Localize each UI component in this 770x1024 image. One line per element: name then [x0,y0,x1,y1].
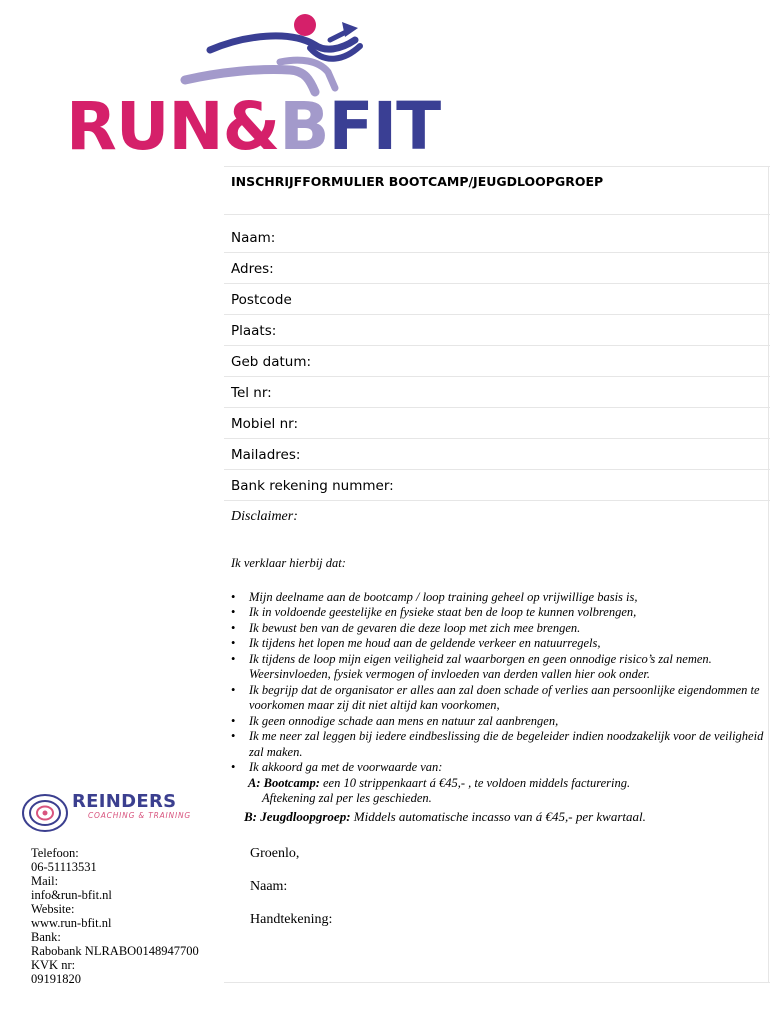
sponsor-name: REINDERS [72,791,177,812]
bullet-icon: • [231,589,236,604]
list-item [230,652,765,683]
list-item [230,729,765,760]
form-border-bottom [224,982,770,983]
list-item [230,683,765,714]
list-item [230,605,765,621]
option-a-text: een 10 strippenkaart á €45,- , te voldoen middels facturering. [319,775,631,790]
list-item-text: Ik in voldoende geestelijke en fysieke staat ben de loop te kunnen volbrengen, [249,605,637,619]
list-item-text: Ik tijdens het lopen me houd aan de geldende verkeer en natuurregels, [249,636,601,650]
option-b-label: B: Jeugdloopgroep: [244,808,351,824]
bullet-icon: • [231,620,236,635]
list-item [230,590,765,606]
field-city: Plaats: [224,314,770,345]
field-address: Adres: [224,252,770,283]
bullet-icon: • [231,636,236,650]
contact-mail: info&run-bfit.nl [31,888,112,902]
list-item [230,760,765,776]
logo-text [66,88,441,165]
field-birthdate: Geb datum: [224,345,770,376]
logo-text-fit: FIT [328,88,441,165]
list-item [230,636,765,652]
option-b [230,809,765,825]
list-item-text: Ik me neer zal leggen bij iedere eindbeslissing die de begeleider indien noodzakelijk voor de veiligheid zal maken. [249,729,764,759]
reinders-logo [20,790,200,836]
list-item-text: Ik akkoord ga met de voorwaarde van: [249,760,443,774]
bullet-icon: • [231,605,236,619]
field-bank-account: Bank rekening nummer: [224,469,770,500]
signature-block [250,846,332,945]
list-item [230,714,765,730]
form-title: INSCHRIJFFORMULIER BOOTCAMP/JEUGDLOOPGROEP [224,166,770,214]
declaration-intro: Ik verklaar hierbij dat: [231,556,346,570]
run-bfit-logo [60,10,500,165]
field-name: Naam: [224,214,770,252]
bullet-icon: • [231,760,236,774]
option-a-label: A: Bootcamp: [248,775,320,790]
bullet-icon: • [231,651,236,666]
signature-label: Handtekening: [250,912,333,927]
list-item-text: Ik begrijp dat de organisator er alles aan zal doen schade of verlies aan persoonlijke eigendommen te voorkomen maar zij dit niet altijd kan voorkomen, [249,682,760,712]
contact-bank-label: Bank: [31,930,61,944]
contact-website-label: Website: [31,902,75,916]
contact-phone-label: Telefoon: [31,846,79,860]
option-a-note: Aftekening zal per les geschieden. [262,791,432,805]
contact-info [31,846,199,986]
contact-bank: Rabobank NLRABO0148947700 [31,944,199,958]
logo-text-b: B [279,88,329,165]
spiral-icon [20,790,70,836]
list-item [230,621,765,637]
option-b-text: Middels automatische incasso van á €45,- per kwartaal. [350,808,646,824]
field-email: Mailadres: [224,438,770,469]
declaration-list [230,590,765,776]
contact-mail-label: Mail: [31,874,59,888]
registration-form [224,166,770,536]
signature-place: Groenlo, [250,846,300,861]
contact-phone: 06-51113531 [31,860,97,874]
sponsor-tagline: COACHING & TRAINING [88,811,191,820]
contact-kvk: 09191820 [31,972,81,986]
disclaimer-label: Disclaimer: [224,500,770,536]
field-phone: Tel nr: [224,376,770,407]
form-border-right [768,166,769,982]
list-item-text: Ik bewust ben van de gevaren die deze loop met zich mee brengen. [249,620,581,635]
option-a [230,776,765,792]
field-mobile: Mobiel nr: [224,407,770,438]
logo-text-run: RUN& [66,88,280,165]
list-item-text: Ik tijdens de loop mijn eigen veiligheid zal waarborgen en geen onnodige risico’s zal nemen. Weersinvloeden, fysiek vermogen of invloeden van derden vallen hier ook onder. [249,651,712,681]
bullet-icon: • [231,713,236,728]
bullet-icon: • [231,682,236,697]
bullet-icon: • [231,729,236,743]
contact-website: www.run-bfit.nl [31,916,112,930]
contact-kvk-label: KVK nr: [31,958,76,972]
list-item-text: Mijn deelname aan de bootcamp / loop training geheel op vrijwillige basis is, [249,589,638,604]
signature-name: Naam: [250,879,288,894]
declaration [230,556,765,824]
field-postcode: Postcode [224,283,770,314]
list-item-text: Ik geen onnodige schade aan mens en natuur zal aanbrengen, [249,713,559,728]
